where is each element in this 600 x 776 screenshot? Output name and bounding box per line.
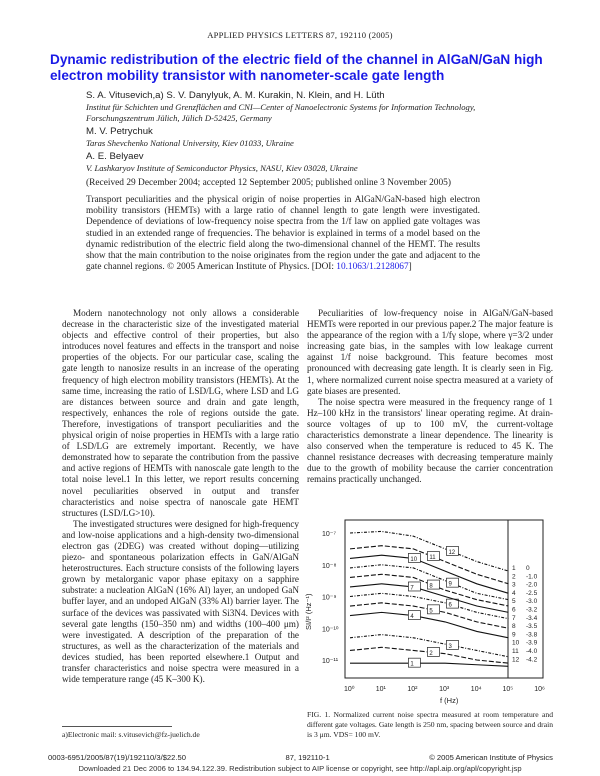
doi-link[interactable]: 10.1063/1.2128067 <box>336 262 409 273</box>
footer-page: 87, 192110-1 <box>285 753 330 762</box>
abstract-text: Transport peculiarities and the physical origin of noise properties in AlGaN/GaN-based high electron mobility transistors (HEMTs) with a large ratio of channel length to gate length were investigated. Dependence of deviations of low-frequency noise spectra from the 1/f law on applied gate voltages was studied in an extended range of frequencies. The behavior is explained in terms of a model based on the dynamic redistribution of the electric field along the two-dimensional channel of the HEMT. The results show that the main contribution to the noise originates from the region under the gate and adjacent to the gate channel regions. © 2005 American Institute of Physics. <box>86 195 480 273</box>
legend-index: 10 <box>512 639 520 647</box>
legend-gate-voltage: -3.9 <box>526 639 538 647</box>
curve-label: 12 <box>448 549 456 556</box>
legend-index: 6 <box>512 606 516 614</box>
x-tick-label: 10³ <box>439 686 450 693</box>
legend-gate-voltage: 0 <box>526 565 530 572</box>
legend-index: 11 <box>512 648 519 655</box>
figure-1-chart <box>300 515 560 707</box>
legend-gate-voltage: -2.5 <box>526 589 538 597</box>
received-dates: (Received 29 December 2004; accepted 12 September 2005; published online 3 November 2005) <box>86 178 451 188</box>
curve-label: 8 <box>429 583 433 590</box>
legend-index: 8 <box>512 623 516 631</box>
x-tick-label: 10⁰ <box>344 686 355 693</box>
curve-label: 7 <box>410 585 414 592</box>
curve-label: 3 <box>448 643 452 650</box>
y-tick-label: 10⁻¹⁰ <box>322 626 339 634</box>
x-tick-label: 10⁶ <box>534 686 545 693</box>
legend-gate-voltage: -3.0 <box>526 598 538 606</box>
paragraph: The noise spectra were measured in the frequency range of 1 Hz–100 kHz in the transistors' linear operating regime. At drain-source voltages of up to 100 mV, the current-voltage characteristics demonstrate a linear dependence. The linearity is also conserved when the temperature is reduced to 45 K. The channel resistance decreases with decreasing temperature mainly due to the growth of mobility because the carrier concentration remains practically unchanged. <box>307 396 553 485</box>
curve-label: 11 <box>429 554 436 561</box>
x-tick-label: 10¹ <box>375 686 386 693</box>
legend-index: 5 <box>512 598 516 606</box>
legend-index: 12 <box>512 656 520 664</box>
figure-caption: FIG. 1. Normalized current noise spectra measured at room temperature and different gate voltages. Gate length is 250 nm, spacing between source and drain is 3 μm. VDS= 100 mV. <box>307 710 553 739</box>
affiliation: Taras Shevchenko National University, Kiev 01033, Ukraine <box>86 138 294 148</box>
x-tick-label: 10⁴ <box>470 686 482 693</box>
legend-gate-voltage: -3.5 <box>526 623 538 631</box>
curve-label: 10 <box>410 556 418 563</box>
series-line-8 <box>350 574 509 606</box>
series-line-4 <box>350 612 509 637</box>
x-tick-label: 10² <box>407 686 418 693</box>
download-notice: Downloaded 21 Dec 2006 to 134.94.122.39. Redistribution subject to AIP license or copyright, see http://apl.aip.org/apl/copyright.jsp <box>78 764 522 773</box>
legend-gate-voltage: -2.0 <box>526 581 538 589</box>
x-axis-label: f (Hz) <box>440 696 459 705</box>
legend-gate-voltage: -1.0 <box>526 573 538 581</box>
abstract <box>86 195 480 273</box>
paragraph: Modern nanotechnology not only allows a considerable decrease in the characteristic size of the investigated material objects and effective control of their properties, but also introduces novel features and effects in the transport and noise properties of the objects. For our particular case, scaling the gate length to nanosize results in an increase of the operating frequency of high electron mobility transistors (HEMTs). At the same time, increasing the ratio of LSD/LG, where LSD and LG are distances between source and drain and gate length, respectively, enhances the role of regions outside the gate. Therefore, investigations of transport peculiarities and the physical origin of noise properties in HEMTs with a large ratio of LSD/LG are extremely important. Recently, we have demonstrated how to separate the contribution from the passive and active regions of HEMTs with nanoscale gate length to the total noise level.1 In this letter, we report results concerning novel peculiarities observed in output and transfer characteristics and noise spectra of nanoscale gate HEMT structures (LSD/LG>10). <box>62 308 299 518</box>
affiliation: Institut für Schichten und Grenzflächen and CNI—Center of Nanoelectronic Systems for Information Technology, Forschungszentrum Jülich, Jülich D-52425, Germany <box>86 102 476 123</box>
footnote: a)Electronic mail: s.vitusevich@fz-juelich.de <box>62 730 200 739</box>
author-line: A. E. Belyaev <box>86 151 144 162</box>
legend-index: 9 <box>512 631 516 639</box>
legend-gate-voltage: -3.8 <box>526 631 538 639</box>
author-line: S. A. Vitusevich,a) S. V. Danylyuk, A. M. Kurakin, N. Klein, and H. Lüth <box>86 90 385 101</box>
legend-index: 2 <box>512 573 516 581</box>
y-tick-label: 10⁻⁹ <box>322 594 337 602</box>
doi-label: [DOI: <box>311 262 337 273</box>
curve-label: 1 <box>410 661 414 668</box>
legend-gate-voltage: -3.2 <box>526 606 538 614</box>
legend-gate-voltage: -4.0 <box>526 648 538 655</box>
legend-gate-voltage: -4.2 <box>526 656 538 664</box>
y-tick-label: 10⁻⁷ <box>322 531 337 538</box>
journal-header: APPLIED PHYSICS LETTERS 87, 192110 (2005) <box>207 30 393 40</box>
legend-gate-voltage: -3.4 <box>526 614 538 622</box>
footer-line <box>48 753 553 762</box>
series-line-1 <box>350 663 509 666</box>
article-title: Dynamic redistribution of the electric field of the channel in AlGaN/GaN high electron mobility transistor with nanometer-scale gate length <box>50 52 543 83</box>
footnote-divider <box>62 726 172 727</box>
y-tick-label: 10⁻¹¹ <box>322 658 339 665</box>
affiliation: V. Lashkaryov Institute of Semiconductor Physics, NASU, Kiev 03028, Ukraine <box>86 163 358 173</box>
curve-label: 2 <box>429 650 433 657</box>
paragraph: Peculiarities of low-frequency noise in AlGaN/GaN-based HEMTs were reported in our previous paper.2 The major feature is the appearance of the region with a 1/fγ slope, where γ=3/2 under increasing gate bias, in the samples with low leakage current against 1/f noise background. This feature becomes most pronounced with decreasing gate length. It is clearly seen in Fig. 1, where normalized current noise spectra measured at a variety of gate biases are presented. <box>307 308 553 396</box>
right-column <box>307 308 553 486</box>
x-tick-label: 10⁵ <box>502 686 514 693</box>
y-tick-label: 10⁻⁸ <box>322 562 337 570</box>
y-axis-label: SI/I² (Hz⁻¹) <box>304 593 313 630</box>
legend-index: 3 <box>512 581 516 589</box>
doi-end: ] <box>408 262 412 273</box>
footer-copyright: © 2005 American Institute of Physics <box>429 753 553 762</box>
footer-code: 0003-6951/2005/87(19)/192110/3/$22.50 <box>48 753 186 762</box>
legend-index: 1 <box>512 565 516 572</box>
curve-label: 4 <box>410 614 414 621</box>
left-column <box>62 308 299 685</box>
curve-label: 6 <box>448 602 452 609</box>
paragraph: The investigated structures were designed for high-frequency and low-noise applications and a high-density two-dimensional electron gas (2DEG) was created without doping—utilizing piezo- and spontaneous polarization effects in GaN/AlGaN heterostructures. Each structure consists of the following layers grown by metalorganic vapor phase epitaxy on a sapphire substrate: a nucleation AlGaN (16% Al) layer, an undoped GaN buffer layer, and an undoped AlGaN (33% Al) barrier layer. The surface of the devices was passivated with Si3N4. Devices with several gate lengths (150–350 nm) and widths (100–400 μm) were investigated. A description of the preparation of the structures, as well as the characterization of the materials and devices studied, has been reported elsewhere.1 Output and transfer characteristics and noise spectra were measured in a wide temperature range (45 K–300 K). <box>62 518 299 685</box>
legend-index: 7 <box>512 614 516 622</box>
curve-label: 9 <box>448 581 452 588</box>
legend-index: 4 <box>512 589 516 597</box>
author-line: M. V. Petrychuk <box>86 126 153 137</box>
curve-label: 5 <box>429 608 433 615</box>
